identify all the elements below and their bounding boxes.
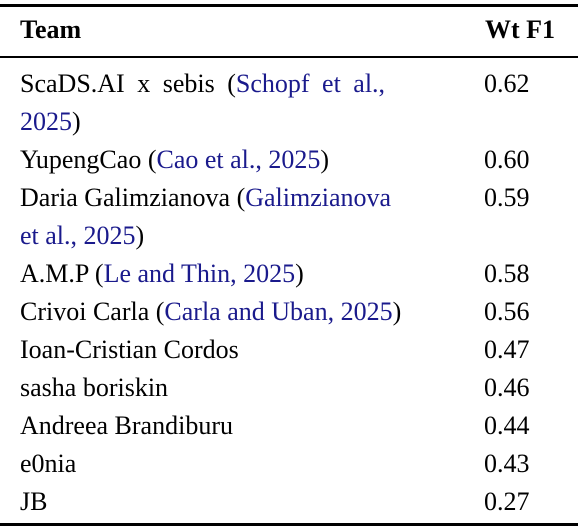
wt-f1-value: 0.60 (484, 145, 530, 174)
team-name: e0nia (20, 449, 77, 478)
citation-link[interactable]: Carla and Uban, 2025 (164, 297, 393, 326)
team-name: Ioan-Cristian Cordos (20, 335, 239, 364)
header-team: Team (20, 15, 82, 44)
bottom-rule (0, 523, 578, 526)
team-name-suffix: ) (72, 107, 81, 136)
team-name: Andreea Brandiburu (20, 411, 233, 440)
header-rule (0, 56, 578, 58)
team-name-suffix: ) (392, 297, 402, 326)
team-name-suffix: ) (320, 145, 330, 174)
team-cell (20, 141, 460, 179)
team-name: JB (20, 487, 48, 516)
wt-f1-value: 0.27 (484, 487, 530, 516)
team-cell (20, 407, 460, 445)
team-name-suffix: ) (295, 259, 304, 288)
team-name: Daria Galimzianova ( (20, 183, 246, 212)
table-header (0, 6, 578, 56)
wt-f1-value: 0.56 (484, 297, 530, 326)
wt-f1-value: 0.46 (484, 373, 530, 402)
citation-link[interactable]: Le and Thin, 2025 (103, 259, 296, 288)
citation-link[interactable]: et al., 2025 (20, 221, 136, 250)
wt-f1-value: 0.59 (484, 183, 530, 212)
team-cell (20, 331, 460, 369)
team-name: Crivoi Carla ( (20, 297, 165, 326)
citation-link[interactable]: 2025 (20, 107, 72, 136)
citation-link[interactable]: Cao et al., 2025 (156, 145, 321, 174)
team-name: A.M.P ( (20, 259, 104, 288)
wt-f1-value: 0.47 (484, 335, 530, 364)
team-name-suffix: ) (135, 221, 145, 250)
wt-f1-value: 0.58 (484, 259, 530, 288)
team-cell (20, 179, 460, 255)
team-cell (20, 293, 460, 331)
wt-f1-value: 0.44 (484, 411, 530, 440)
team-cell (20, 445, 460, 483)
team-cell (20, 369, 460, 407)
wt-f1-value: 0.43 (484, 449, 530, 478)
team-cell (20, 483, 460, 521)
team-name: YupengCao ( (20, 145, 157, 174)
team-name: ScaDS.AI x sebis ( (20, 69, 236, 98)
citation-link[interactable]: Galimzianova (245, 183, 392, 212)
team-name: sasha boriskin (20, 373, 169, 402)
header-wt-f1: Wt F1 (485, 15, 556, 44)
team-cell (20, 255, 460, 293)
citation-link[interactable]: Schopf et al., (235, 69, 386, 98)
team-cell (20, 65, 460, 141)
wt-f1-value: 0.62 (484, 69, 530, 98)
